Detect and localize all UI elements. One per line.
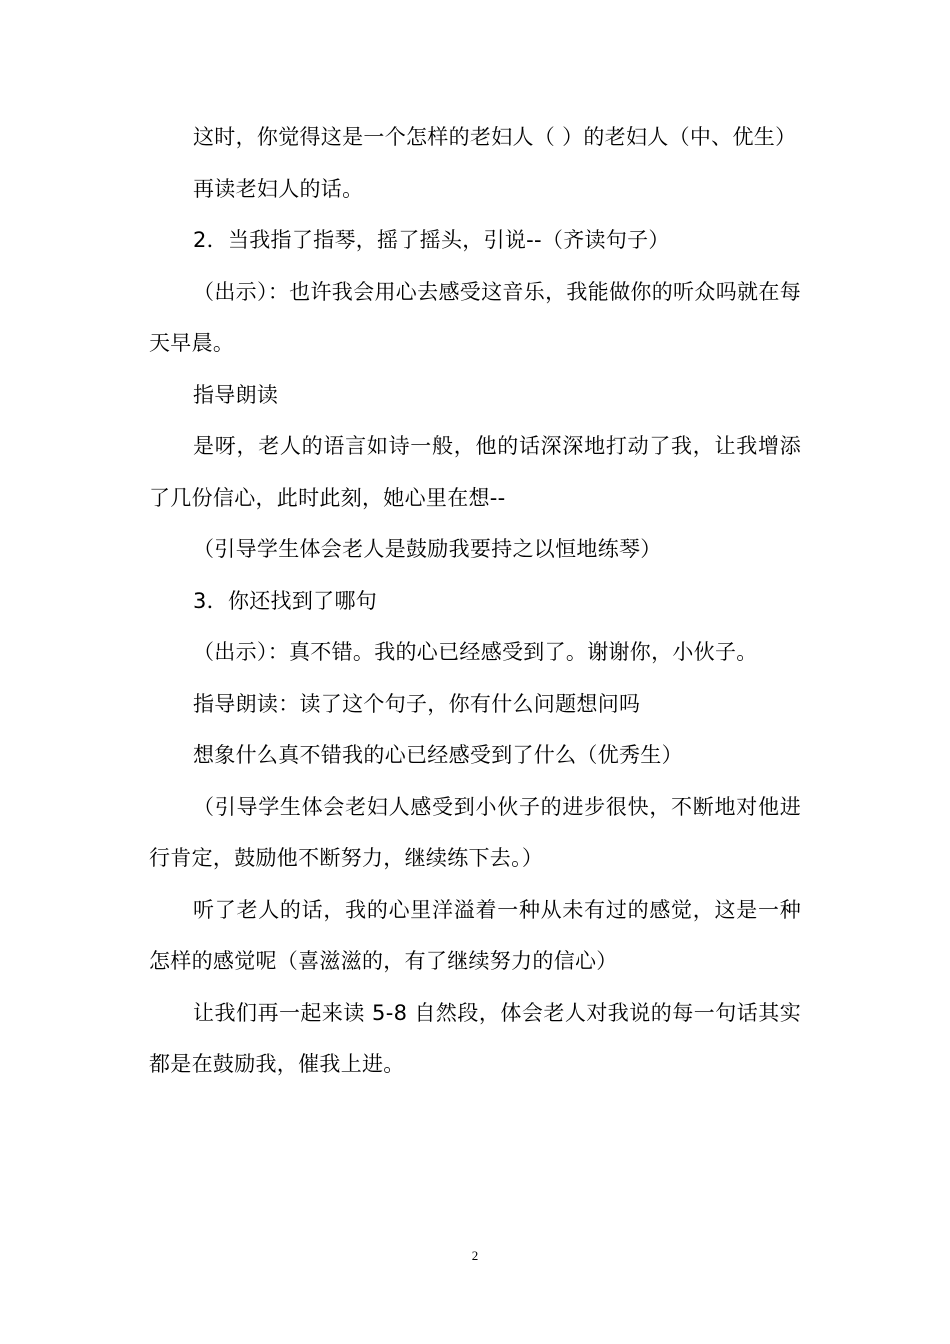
paragraph: （出示）：也许我会用心去感受这音乐，我能做你的听众吗就在每天早晨。 bbox=[149, 279, 801, 355]
paragraph: 这时，你觉得这是一个怎样的老妇人（ ）的老妇人（中、优生） bbox=[193, 125, 797, 149]
paragraph: 让我们再一起来读 5-8 自然段，体会老人对我说的每一句话其实都是在鼓励我，催我上进。 bbox=[149, 1000, 801, 1076]
paragraph: 再读老妇人的话。 bbox=[193, 176, 364, 201]
paragraph: 指导朗读 bbox=[193, 382, 279, 407]
paragraph: 想象什么真不错我的心已经感受到了什么（优秀生） bbox=[193, 743, 683, 767]
paragraph: 是呀，老人的语言如诗一般，他的话深深地打动了我，让我增添了几份信心，此时此刻，她心里在想-- bbox=[149, 434, 801, 510]
document-body bbox=[149, 112, 801, 1091]
paragraph: 2．当我指了指琴，摇了摇头，引说--（齐读句子） bbox=[193, 228, 670, 252]
paragraph: 听了老人的话，我的心里洋溢着一种从未有过的感觉，这是一种怎样的感觉呢（喜滋滋的，有了继续努力的信心） bbox=[149, 897, 801, 973]
paragraph: （引导学生体会老妇人感受到小伙子的进步很快，不断地对他进行肯定，鼓励他不断努力，继续练下去。） bbox=[149, 794, 801, 870]
paragraph: （出示）：真不错。我的心已经感受到了。谢谢你，小伙子。 bbox=[193, 640, 758, 664]
paragraph: 指导朗读：读了这个句子，你有什么问题想问吗 bbox=[193, 691, 641, 716]
page-number: 2 bbox=[471, 1248, 479, 1263]
paragraph: 3．你还找到了哪句 bbox=[193, 588, 378, 613]
paragraph: （引导学生体会老人是鼓励我要持之以恒地练琴） bbox=[193, 537, 662, 561]
